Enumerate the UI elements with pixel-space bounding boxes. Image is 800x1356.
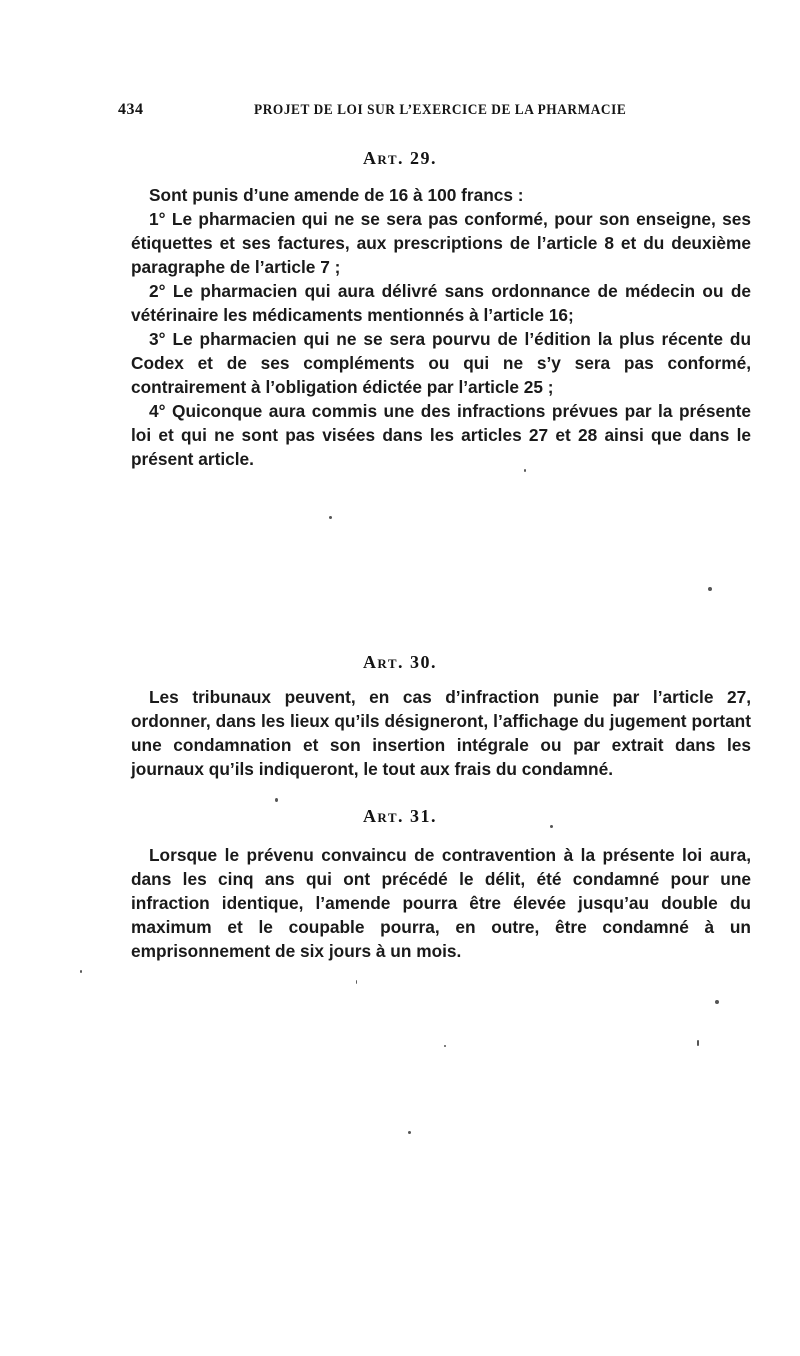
article-29-heading: Art. 29. bbox=[362, 148, 438, 168]
page-number: 434 bbox=[118, 101, 144, 118]
article-30-heading: Art. 30. bbox=[362, 652, 438, 672]
article-31-paragraph: Lorsque le prévenu convaincu de contravention à la présente loi aura, dans les cinq ans qui ont précédé le délit, été condamné pour une infraction identique, l’amende pourra être élevée jusqu’au double du maximum et le coupable pourra, en outre, être condamné à un emprisonnement de six jours à un mois. bbox=[131, 845, 751, 961]
article-31-body bbox=[131, 843, 751, 963]
article-29-item-4: 4° Quiconque aura commis une des infractions prévues par la présente loi et qui ne sont pas visées dans les articles 27 et 28 ainsi que dans le présent article. bbox=[131, 401, 751, 469]
article-29-item-3: 3° Le pharmacien qui ne se sera pourvu de l’édition la plus récente du Codex et de ses compléments ou qui ne s’y sera pas conformé, contrairement à l’obligation édictée par l’article 25 ; bbox=[131, 329, 751, 397]
article-29-intro: Sont punis d’une amende de 16 à 100 francs : bbox=[149, 185, 524, 205]
running-head bbox=[118, 101, 758, 125]
article-29-body bbox=[131, 183, 751, 471]
article-30-paragraph: Les tribunaux peuvent, en cas d’infraction punie par l’article 27, ordonner, dans les lieux qu’ils désigneront, l’affichage du jugement portant une condamnation et son insertion intégrale ou par extrait dans les journaux qu’ils indiqueront, le tout aux frais du condamné. bbox=[131, 687, 751, 779]
article-29-item-2: 2° Le pharmacien qui aura délivré sans ordonnance de médecin ou de vétérinaire les médicaments mentionnés à l’article 16; bbox=[131, 281, 751, 325]
article-29-item-1: 1° Le pharmacien qui ne se sera pas conformé, pour son enseigne, ses étiquettes et ses factures, aux prescriptions de l’article 8 et du deuxième paragraphe de l’article 7 ; bbox=[131, 209, 751, 277]
article-31-heading: Art. 31. bbox=[362, 806, 438, 826]
article-30-body bbox=[131, 685, 751, 781]
running-title: PROJET DE LOI SUR L’EXERCICE DE LA PHARMACIE bbox=[254, 102, 627, 118]
